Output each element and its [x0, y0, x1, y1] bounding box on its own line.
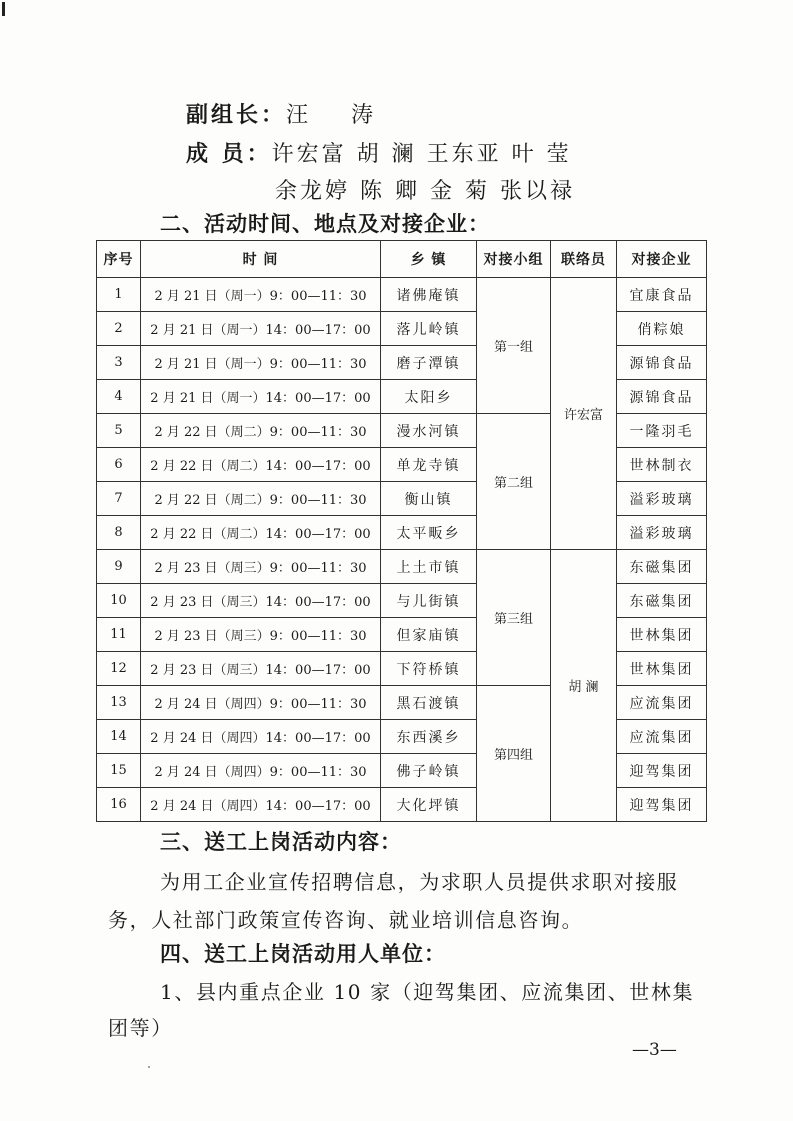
scan-corner-mark — [2, 2, 5, 16]
row-time: 2 月 23 日（周三）14：00—17：00 — [141, 584, 381, 618]
row-town: 太平畈乡 — [381, 516, 477, 550]
section-3-paragraph-line-2: 务，人社部门政策宣传咨询、就业培训信息咨询。 — [108, 908, 584, 932]
row-enterprise: 溢彩玻璃 — [617, 482, 707, 516]
row-no: 6 — [97, 448, 141, 482]
row-time: 2 月 22 日（周二）9：00—11：30 — [141, 414, 381, 448]
row-enterprise: 东磁集团 — [617, 584, 707, 618]
members-names-2: 余龙婷 陈 卿 金 菊 张以禄 — [275, 179, 575, 204]
liaison-cell: 许宏富 — [551, 278, 617, 550]
deputy-name: 汪 涛 — [286, 103, 392, 128]
row-town: 大化坪镇 — [381, 788, 477, 822]
row-no: 5 — [97, 414, 141, 448]
row-town: 诸佛庵镇 — [381, 278, 477, 312]
row-time: 2 月 21 日（周一）9：00—11：30 — [141, 278, 381, 312]
section-3-paragraph-line-1: 为用工企业宣传招聘信息，为求职人员提供求职对接服 — [160, 870, 679, 894]
row-enterprise: 世林制衣 — [617, 448, 707, 482]
row-time: 2 月 22 日（周二）9：00—11：30 — [141, 482, 381, 516]
row-enterprise: 世林集团 — [617, 618, 707, 652]
row-no: 13 — [97, 686, 141, 720]
row-town: 磨子潭镇 — [381, 346, 477, 380]
scan-speck — [148, 1066, 150, 1068]
row-enterprise: 源锦食品 — [617, 346, 707, 380]
row-town: 佛子岭镇 — [381, 754, 477, 788]
row-enterprise: 宜康食品 — [617, 278, 707, 312]
row-no: 7 — [97, 482, 141, 516]
row-town: 下符桥镇 — [381, 652, 477, 686]
page-number: —3— — [632, 1040, 677, 1060]
row-no: 14 — [97, 720, 141, 754]
row-town: 上土市镇 — [381, 550, 477, 584]
header-no: 序号 — [97, 241, 141, 278]
row-town: 但家庙镇 — [381, 618, 477, 652]
row-no: 1 — [97, 278, 141, 312]
row-time: 2 月 21 日（周一）9：00—11：30 — [141, 346, 381, 380]
header-enterprise: 对接企业 — [617, 241, 707, 278]
row-no: 16 — [97, 788, 141, 822]
row-time: 2 月 22 日（周二）14：00—17：00 — [141, 516, 381, 550]
deputy-leader-line — [186, 98, 391, 129]
members-line-2 — [275, 174, 575, 205]
row-town: 落儿岭镇 — [381, 312, 477, 346]
members-names-1: 许宏富 胡 澜 王东亚 叶 莹 — [271, 142, 572, 167]
row-time: 2 月 22 日（周二）14：00—17：00 — [141, 448, 381, 482]
liaison-cell: 胡 澜 — [551, 550, 617, 822]
table-row — [97, 550, 707, 584]
group-cell: 第一组 — [477, 278, 551, 414]
members-line-1 — [186, 137, 572, 168]
section-4-heading: 四、送工上岗活动用人单位： — [160, 942, 446, 966]
header-liaison: 联络员 — [551, 241, 617, 278]
row-time: 2 月 24 日（周四）14：00—17：00 — [141, 720, 381, 754]
group-cell: 第三组 — [477, 550, 551, 686]
row-town: 太阳乡 — [381, 380, 477, 414]
row-no: 8 — [97, 516, 141, 550]
row-time: 2 月 23 日（周三）9：00—11：30 — [141, 618, 381, 652]
row-time: 2 月 21 日（周一）14：00—17：00 — [141, 312, 381, 346]
row-enterprise: 迎驾集团 — [617, 788, 707, 822]
row-time: 2 月 24 日（周四）9：00—11：30 — [141, 754, 381, 788]
row-enterprise: 应流集团 — [617, 720, 707, 754]
table-header-row — [97, 241, 707, 278]
row-no: 2 — [97, 312, 141, 346]
schedule-table — [96, 240, 707, 822]
row-time: 2 月 24 日（周四）14：00—17：00 — [141, 788, 381, 822]
row-no: 11 — [97, 618, 141, 652]
header-group: 对接小组 — [477, 241, 551, 278]
row-town: 与儿街镇 — [381, 584, 477, 618]
row-enterprise: 迎驾集团 — [617, 754, 707, 788]
section-4-item-line-2: 团等） — [108, 1016, 173, 1040]
row-enterprise: 应流集团 — [617, 686, 707, 720]
group-cell: 第二组 — [477, 414, 551, 550]
row-enterprise: 俏粽娘 — [617, 312, 707, 346]
header-town: 乡 镇 — [381, 241, 477, 278]
row-no: 9 — [97, 550, 141, 584]
section-3-heading: 三、送工上岗活动内容： — [160, 830, 402, 854]
section-4-item-line-1: 1、县内重点企业 10 家（迎驾集团、应流集团、世林集 — [160, 980, 695, 1004]
deputy-label: 副组长： — [186, 103, 287, 128]
header-time: 时 间 — [141, 241, 381, 278]
row-no: 4 — [97, 380, 141, 414]
row-time: 2 月 23 日（周三）14：00—17：00 — [141, 652, 381, 686]
row-town: 衡山镇 — [381, 482, 477, 516]
row-enterprise: 源锦食品 — [617, 380, 707, 414]
row-enterprise: 一隆羽毛 — [617, 414, 707, 448]
row-no: 10 — [97, 584, 141, 618]
group-cell: 第四组 — [477, 686, 551, 822]
row-time: 2 月 21 日（周一）14：00—17：00 — [141, 380, 381, 414]
row-town: 漫水河镇 — [381, 414, 477, 448]
row-time: 2 月 23 日（周三）9：00—11：30 — [141, 550, 381, 584]
row-no: 3 — [97, 346, 141, 380]
row-town: 单龙寺镇 — [381, 448, 477, 482]
row-enterprise: 东磁集团 — [617, 550, 707, 584]
row-enterprise: 溢彩玻璃 — [617, 516, 707, 550]
row-no: 15 — [97, 754, 141, 788]
section-2-heading: 二、活动时间、地点及对接企业： — [160, 212, 490, 236]
row-town: 东西溪乡 — [381, 720, 477, 754]
row-town: 黑石渡镇 — [381, 686, 477, 720]
row-enterprise: 世林集团 — [617, 652, 707, 686]
row-no: 12 — [97, 652, 141, 686]
table-row — [97, 278, 707, 312]
row-time: 2 月 24 日（周四）9：00—11：30 — [141, 686, 381, 720]
members-label: 成 员： — [186, 142, 272, 167]
